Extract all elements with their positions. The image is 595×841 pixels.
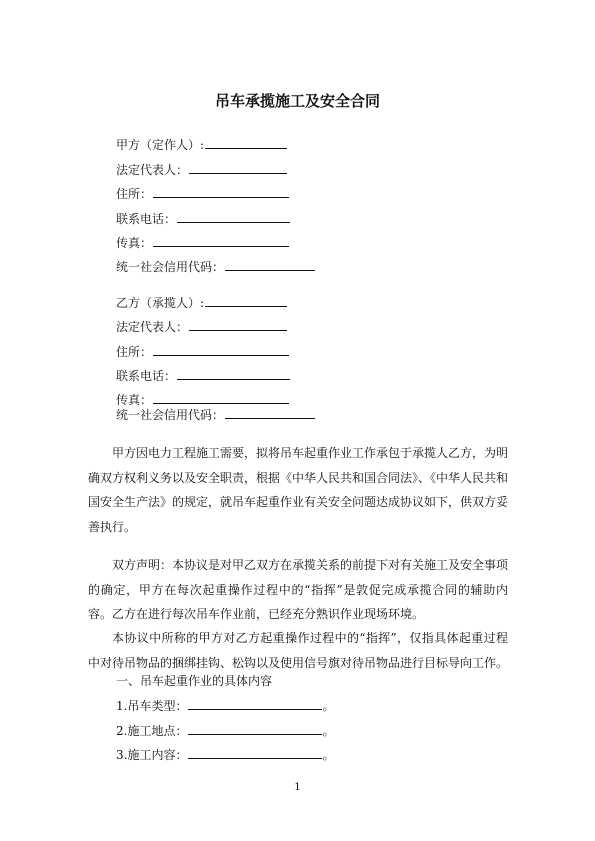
work-content-label: 3.施工内容： [116, 748, 188, 762]
party-b-fax-field [116, 391, 289, 407]
site-location-label: 2.施工地点： [116, 724, 188, 738]
party-b-rep-blank[interactable] [189, 318, 287, 331]
party-b-name-field [116, 294, 287, 310]
party-b-phone-label: 联系电话： [116, 369, 177, 383]
crane-type-end: 。 [322, 699, 335, 713]
party-b-fax-label: 传真： [116, 393, 153, 407]
site-location-field [116, 722, 334, 738]
party-b-name-label: 乙方（承揽人）: [116, 296, 205, 310]
party-a-rep-label: 法定代表人： [116, 163, 189, 177]
party-b-rep-label: 法定代表人： [116, 320, 189, 334]
party-a-name-field [116, 136, 287, 152]
party-a-fax-label: 传真： [116, 236, 153, 250]
party-a-phone-label: 联系电话： [116, 212, 177, 226]
party-a-fax-blank[interactable] [153, 234, 289, 247]
crane-type-field [116, 697, 334, 713]
party-b-credit-label: 统一社会信用代码： [116, 408, 225, 422]
party-a-credit-label: 统一社会信用代码： [116, 260, 225, 274]
page-number: 1 [294, 782, 301, 793]
party-a-name-blank[interactable] [205, 136, 287, 149]
party-a-phone-field [116, 210, 290, 226]
party-b-address-blank[interactable] [153, 343, 289, 356]
party-a-address-label: 住所： [116, 187, 153, 201]
party-b-fax-blank[interactable] [153, 391, 289, 404]
work-content-end: 。 [322, 748, 335, 762]
document-title: 吊车承揽施工及安全合同 [214, 92, 380, 110]
party-a-address-blank[interactable] [153, 185, 289, 198]
party-a-name-label: 甲方（定作人）: [116, 138, 205, 152]
declaration-paragraph: 双方声明：本协议是对甲乙双方在承揽关系的前提下对有关施工及安全事项的确定，甲方在每次起重操作过程中的“指挥”是敦促完成承揽合同的辅助内容。乙方在进行每次吊车作业前，已经充分熟识作业现场环境。 [88, 558, 509, 621]
party-b-rep-field [116, 318, 287, 334]
site-location-end: 。 [322, 724, 335, 738]
crane-type-label: 1.吊车类型： [116, 699, 188, 713]
party-a-phone-blank[interactable] [177, 210, 290, 223]
party-a-address-field [116, 185, 289, 201]
section-1-heading: 一、吊车起重作业的具体内容 [116, 674, 273, 688]
party-b-address-label: 住所： [116, 345, 153, 359]
party-a-credit-field [116, 258, 315, 274]
site-location-blank[interactable] [188, 722, 322, 735]
work-content-blank[interactable] [188, 746, 322, 759]
work-content-field [116, 746, 334, 762]
intro-paragraph: 甲方因电力工程施工需要，拟将吊车起重作业工作承包于承揽人乙方，为明确双方权利义务以及安全职责，根据《中华人民共和国合同法》、《中华人民共和国安全生产法》的规定，就吊车起重作业有关安全问题达成协议如下，供双方妥善执行。 [88, 446, 509, 534]
party-b-credit-blank[interactable] [225, 406, 315, 419]
party-b-credit-field [116, 406, 315, 422]
party-b-address-field [116, 343, 289, 359]
command-paragraph: 本协议中所称的甲方对乙方起重操作过程中的“指挥”，仅指具体起重过程中对待吊物品的捆绑挂钩、松钩以及使用信号旗对待吊物品进行目标导向工作。 [88, 631, 509, 670]
party-b-phone-blank[interactable] [177, 367, 290, 380]
party-a-credit-blank[interactable] [225, 258, 315, 271]
party-a-rep-field [116, 161, 287, 177]
crane-type-blank[interactable] [188, 697, 322, 710]
party-a-rep-blank[interactable] [189, 161, 287, 174]
party-b-name-blank[interactable] [205, 294, 287, 307]
party-b-phone-field [116, 367, 290, 383]
party-a-fax-field [116, 234, 289, 250]
